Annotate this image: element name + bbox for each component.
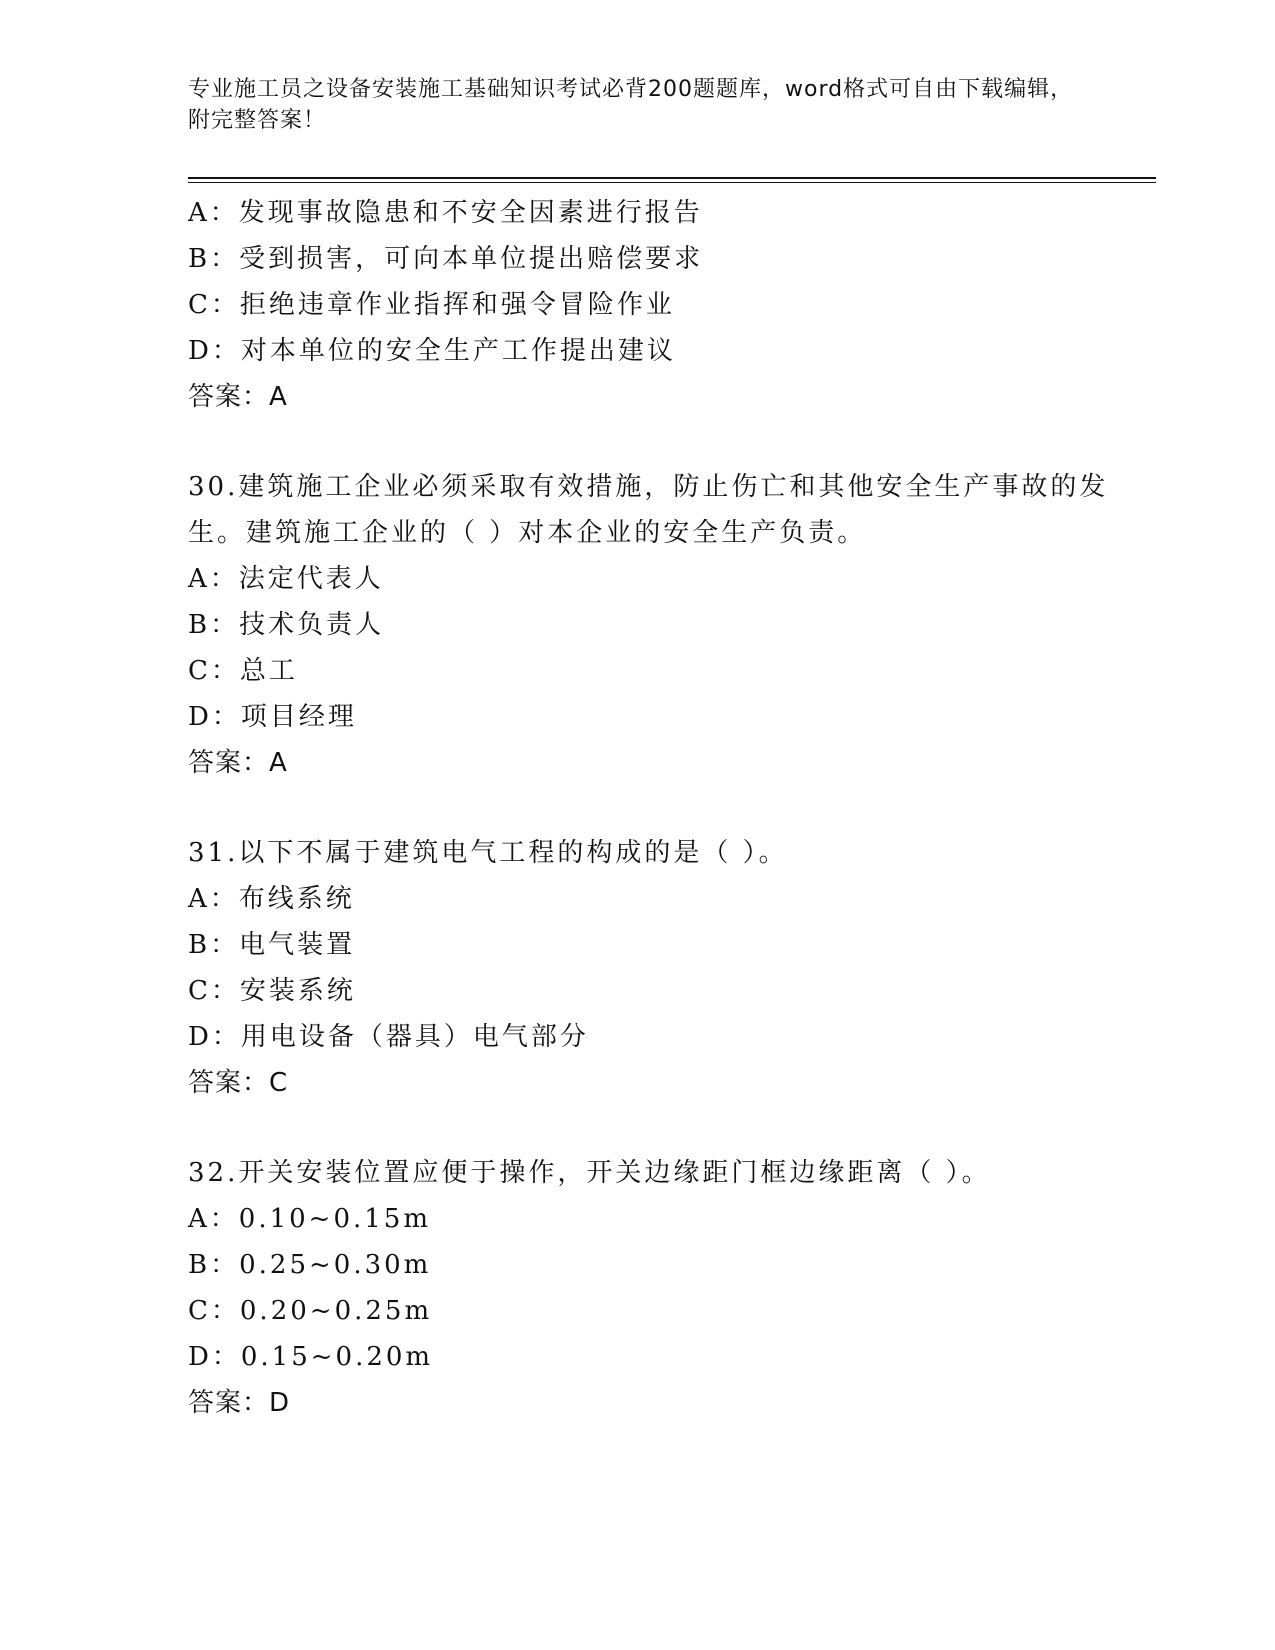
question-text: 30.建筑施工企业必须采取有效措施，防止伤亡和其他安全生产事故的发生。建筑施工企业的（ ）对本企业的安全生产负责。 bbox=[188, 472, 1109, 548]
option-a: A：0.10~0.15m bbox=[188, 1204, 431, 1234]
option-a: A：布线系统 bbox=[188, 884, 355, 914]
option-c: C：拒绝违章作业指挥和强令冒险作业 bbox=[188, 290, 675, 320]
option-c: C：0.20~0.25m bbox=[188, 1296, 433, 1326]
option-b: B：技术负责人 bbox=[188, 610, 385, 640]
option-b: B：受到损害，可向本单位提出赔偿要求 bbox=[188, 244, 704, 274]
option-d: D：用电设备（器具）电气部分 bbox=[188, 1022, 589, 1052]
answer-line: 答案：C bbox=[188, 1068, 289, 1098]
question-31 bbox=[188, 830, 1156, 1106]
option-a: A：发现事故隐患和不安全因素进行报告 bbox=[188, 198, 703, 228]
option-a: A：法定代表人 bbox=[188, 564, 384, 594]
question-30 bbox=[188, 464, 1156, 786]
option-c: C：总工 bbox=[188, 656, 298, 686]
option-d: D：0.15~0.20m bbox=[188, 1342, 434, 1372]
answer-line: 答案：A bbox=[188, 748, 288, 778]
prev-question-block bbox=[188, 190, 1156, 420]
option-b: B：0.25~0.30m bbox=[188, 1250, 432, 1280]
option-c: C：安装系统 bbox=[188, 976, 356, 1006]
question-text: 32.开关安装位置应便于操作，开关边缘距门框边缘距离（ ）。 bbox=[188, 1158, 991, 1188]
document-body bbox=[188, 190, 1156, 1426]
title-divider bbox=[188, 177, 1156, 179]
title-divider-thin bbox=[188, 182, 1156, 183]
question-32 bbox=[188, 1150, 1156, 1426]
option-d: D：对本单位的安全生产工作提出建议 bbox=[188, 336, 676, 366]
option-d: D：项目经理 bbox=[188, 702, 357, 732]
option-b: B：电气装置 bbox=[188, 930, 356, 960]
question-text: 31.以下不属于建筑电气工程的构成的是（ ）。 bbox=[188, 838, 788, 868]
document-title: 专业施工员之设备安装施工基础知识考试必背200题题库，word格式可自由下载编辑，附完整答案！ bbox=[188, 77, 1074, 133]
answer-line: 答案：D bbox=[188, 1388, 291, 1418]
answer-line: 答案：A bbox=[188, 382, 288, 412]
